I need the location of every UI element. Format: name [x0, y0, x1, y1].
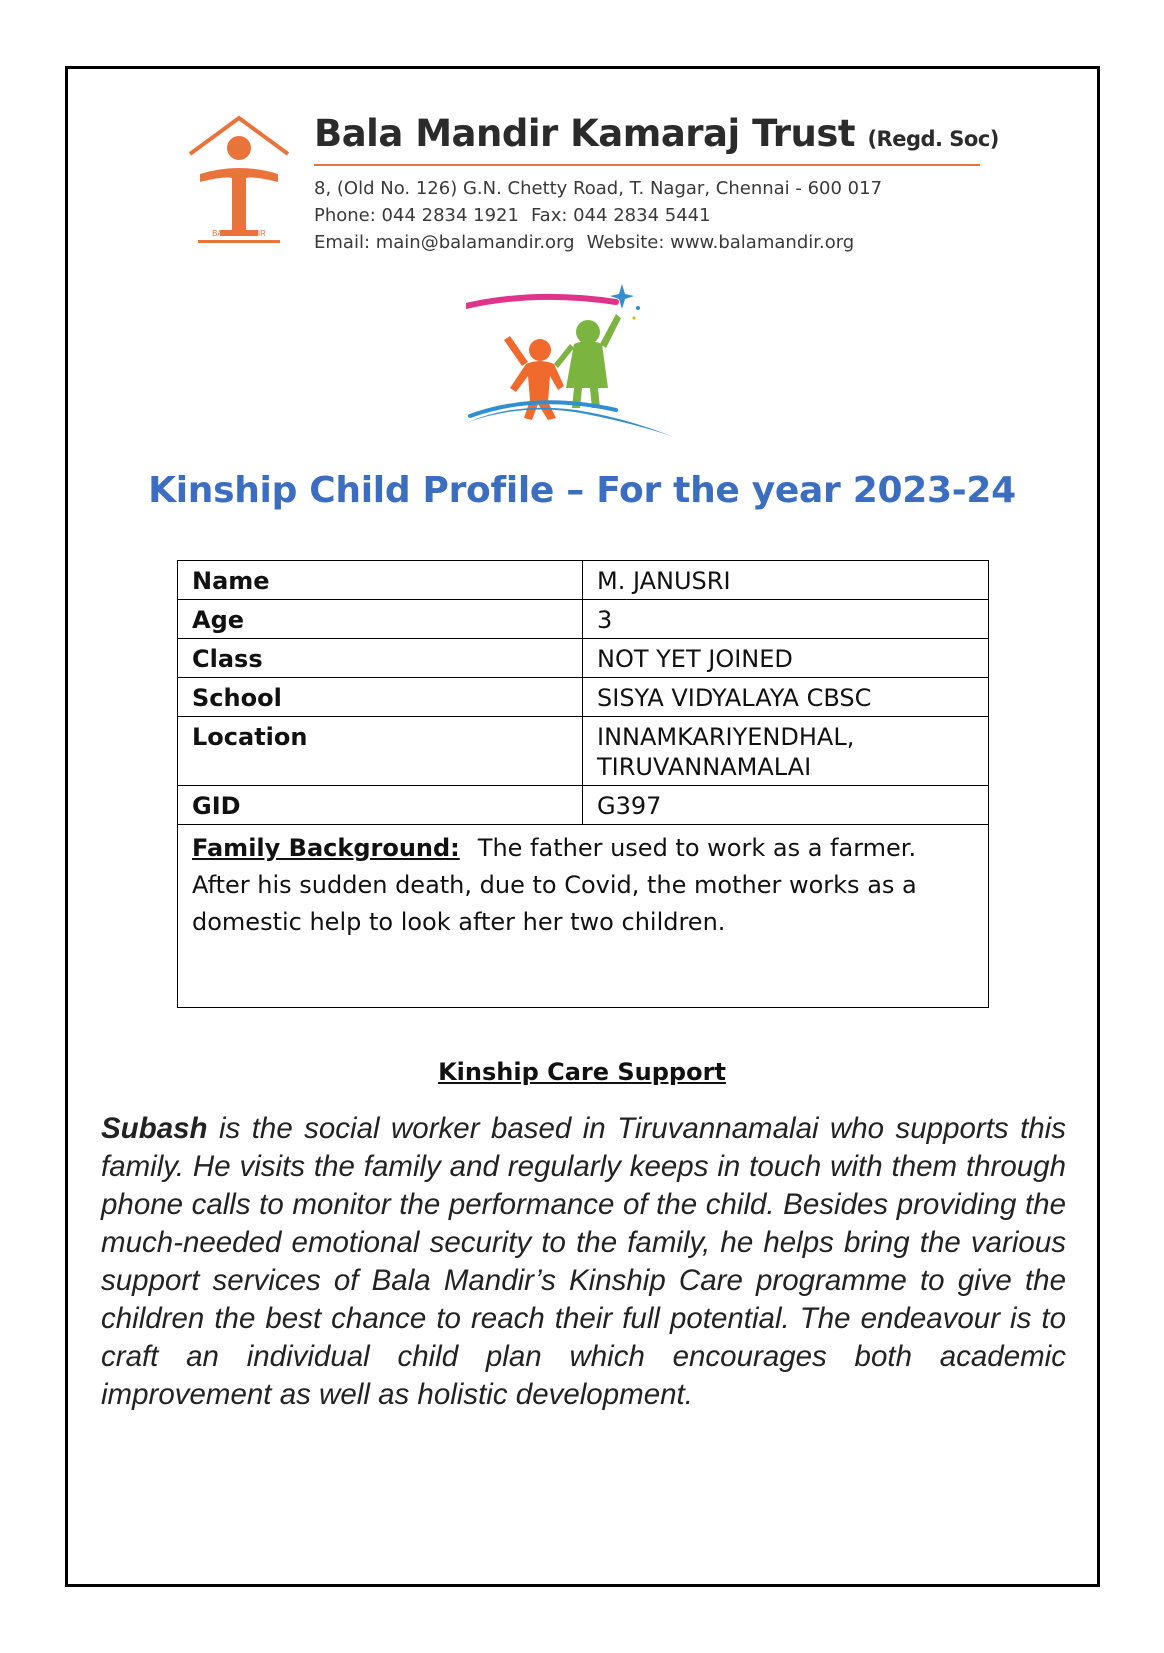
org-contact-phone — [314, 205, 711, 226]
table-row — [178, 639, 989, 678]
org-regd: (Regd. Soc) — [867, 127, 999, 151]
table-row — [178, 678, 989, 717]
bala-mandir-logo-icon — [184, 112, 294, 252]
table-row — [178, 561, 989, 600]
page-title: Kinship Child Profile – For the year 2023-24 — [148, 470, 1016, 511]
table-row — [178, 717, 989, 786]
field-value-class: NOT YET JOINED — [583, 639, 989, 678]
field-value-age: 3 — [583, 600, 989, 639]
support-text: is the social worker based in Tiruvannamalai who supports this family. He visits the family and regularly keeps in touch with them through phone calls to monitor the performance of the child. Besides providing the much-needed emotional security to the family, he helps bring the various support services of Bala Mandir’s Kinship Care programme to give the children the best chance to reach their full potential. The endeavour is to craft an individual child plan which encourages both academic improvement as well as holistic development. — [101, 1112, 1066, 1411]
field-label-school: School — [178, 678, 583, 717]
field-label-class: Class — [178, 639, 583, 678]
support-heading: Kinship Care Support — [438, 1058, 726, 1086]
field-value-name: M. JANUSRI — [583, 561, 989, 600]
child-green-icon — [554, 314, 621, 408]
letterhead-rule — [314, 164, 980, 166]
child-orange-icon — [504, 336, 564, 420]
location-line-1: INNAMKARIYENDHAL, — [597, 723, 855, 751]
support-paragraph — [101, 1110, 1066, 1414]
field-label-age: Age — [178, 600, 583, 639]
table-row — [178, 825, 989, 1008]
logo-caption: BALA MANDIR — [212, 229, 266, 238]
letterhead — [184, 112, 999, 262]
field-value-school: SISYA VIDYALAYA CBSC — [583, 678, 989, 717]
family-background-label: Family Background: — [192, 834, 460, 862]
org-fax: Fax: 044 2834 5441 — [530, 205, 711, 226]
location-line-2: TIRUVANNAMALAI — [597, 753, 812, 781]
table-row — [178, 786, 989, 825]
field-label-location: Location — [178, 717, 583, 786]
field-value-location — [583, 717, 989, 786]
org-phone: Phone: 044 2834 1921 — [314, 205, 519, 226]
org-contact-web — [314, 232, 854, 253]
org-name-text: Bala Mandir Kamaraj Trust — [314, 112, 856, 155]
field-label-gid: GID — [178, 786, 583, 825]
org-name — [314, 112, 999, 155]
field-value-gid: G397 — [583, 786, 989, 825]
org-email: Email: main@balamandir.org — [314, 232, 575, 253]
org-website: Website: www.balamandir.org — [586, 232, 855, 253]
family-background-cell — [178, 825, 989, 1008]
field-label-name: Name — [178, 561, 583, 600]
table-row — [178, 600, 989, 639]
family-background-text: The father used to work as a farmer. After his sudden death, due to Covid, the mother works as a domestic help to look after her two children. — [192, 834, 917, 936]
child-profile-table — [177, 560, 989, 1008]
kinship-children-icon — [466, 284, 696, 449]
org-address: 8, (Old No. 126) G.N. Chetty Road, T. Nagar, Chennai - 600 017 — [314, 178, 883, 199]
social-worker-name: Subash — [101, 1112, 208, 1145]
